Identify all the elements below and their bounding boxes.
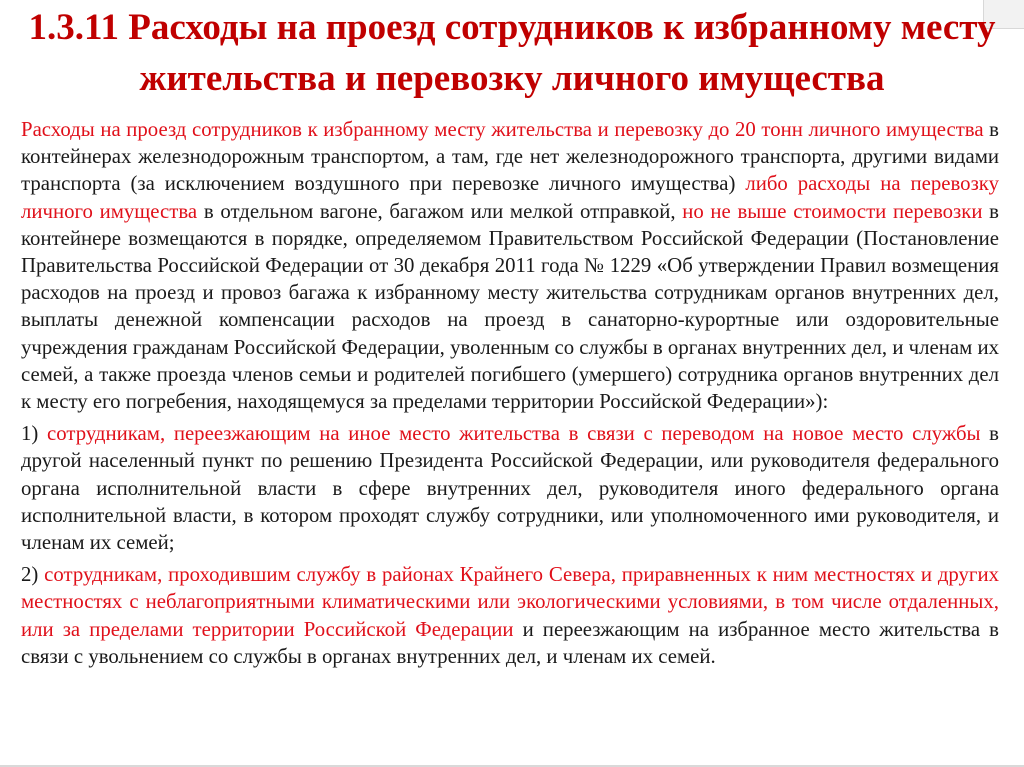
text-run: 1) xyxy=(21,422,48,446)
text-run: и переезжающим на избранное место жительства в связи с увольнением со службы в органах внутренних дел, и членам их семей. xyxy=(21,617,999,668)
text-run: но не выше стоимости перевозки xyxy=(682,199,983,223)
text-run: 2) xyxy=(21,563,45,587)
paragraph-item-2 xyxy=(21,561,999,670)
paragraph-item-1 xyxy=(21,420,999,556)
text-run: либо расходы на перевозку личного имущества xyxy=(21,172,999,223)
text-run: сотрудникам, переезжающим на иное место жительства в связи с переводом на новое место службы xyxy=(47,422,981,446)
text-run: в контейнерах железнодорожным транспортом, а там, где нет железнодорожного транспорта, другими видами транспорта (за исключением воздушного при перевозке личного имущества) xyxy=(21,118,999,196)
text-run: в другой населенный пункт по решению Президента Российской Федерации, или руководителя федерального органа исполнительной власти в сфере внутренних дел, руководителя иного федерального органа исполнительной власти, в котором проходят службу сотрудники, или уполномоченного ими руководителя, и членам их семей; xyxy=(21,422,999,555)
slide-body xyxy=(21,116,999,670)
text-run: сотрудникам, проходившим службу в районах Крайнего Севера, приравненных к ним местностях и других местностях с неблагоприятными климатическими или экологическими условиями, в том числе отдаленных, или за пределами территории Российской Федерации xyxy=(21,563,999,641)
text-run: в отдельном вагоне, багажом или мелкой отправкой, xyxy=(197,199,683,223)
paragraph-intro xyxy=(21,116,999,415)
text-run: в контейнере возмещаются в порядке, определяемом Правительством Российской Федерации (Постановление Правительства Российской Федерации от 30 декабря 2011 года № 1229 «Об утверждении Правил возмещения расходов на проезд и провоз багажа к избранному месту жительства сотрудникам органов внутренних дел, выплаты денежной компенсации расходов на проезд в санаторно-курортные или оздоровительные учреждения гражданам Российской Федерации, уволенным со службы в органах внутренних дел, и членам их семей, а также проезда членов семьи и родителей погибшего (умершего) сотрудника органов внутренних дел к месту его погребения, находящемуся за пределами территории Российской Федерации»): xyxy=(21,199,1000,414)
text-run: Расходы на проезд сотрудников к избранному месту жительства и перевозку до 20 тонн личного имущества xyxy=(21,118,984,141)
slide-title: 1.3.11 Расходы на проезд сотрудников к избранному месту жительства и перевозку личного имущества xyxy=(28,7,996,99)
